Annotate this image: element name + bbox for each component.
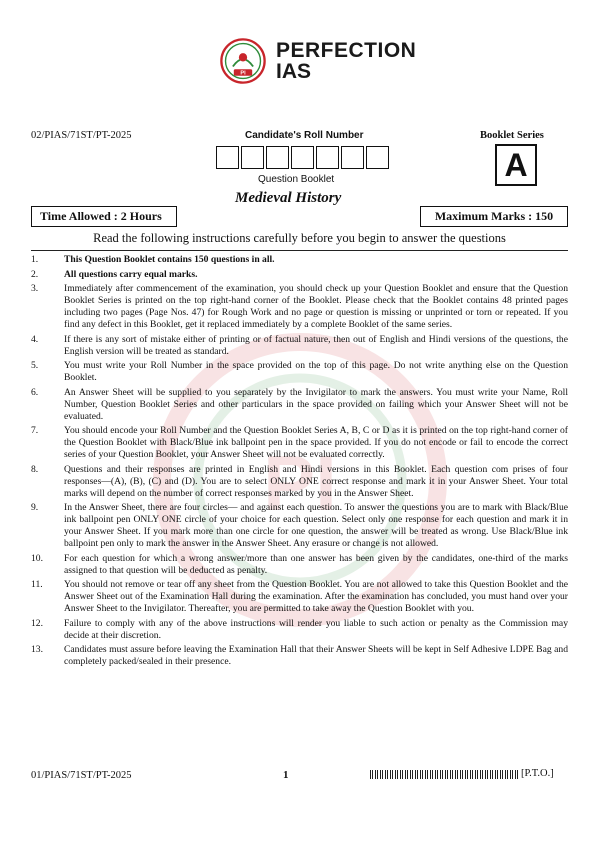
roll-number-box[interactable] <box>366 146 389 169</box>
instructions-list <box>31 254 568 671</box>
instruction-number: 13. <box>31 644 43 655</box>
instruction-number: 6. <box>31 386 39 398</box>
barcode <box>370 770 518 779</box>
brand-name: PERFECTION <box>276 39 417 62</box>
instruction-text: You should not remove or tear off any sheet from the Question Booklet. You are not allowed to take this Question Booklet and the Answer Sheet out of the Examination Hall during the examination. After the examination has concluded, you must hand over your Answer Sheet to the Invigilator. Thereafter, you are permitted to take away the Question Booklet with you. <box>64 579 568 614</box>
instruction-item <box>31 334 568 358</box>
instruction-item <box>31 502 568 550</box>
instruction-number: 1. <box>31 254 39 265</box>
instruction-item <box>31 579 568 615</box>
instruction-number: 11. <box>31 579 43 590</box>
instruction-item <box>31 464 568 500</box>
time-allowed: Time Allowed : 2 Hours <box>31 206 177 227</box>
instruction-number: 12. <box>31 617 43 629</box>
subject-title: Medieval History <box>235 190 342 206</box>
instruction-number: 10. <box>31 552 43 564</box>
roll-number-title: Candidate's Roll Number <box>245 130 364 141</box>
instruction-number: 3. <box>31 283 39 294</box>
instruction-number: 9. <box>31 502 39 513</box>
instruction-number: 7. <box>31 425 39 436</box>
instruction-number: 8. <box>31 463 39 475</box>
instruction-item <box>31 360 568 384</box>
instruction-item <box>31 618 568 642</box>
instruction-item <box>31 387 568 423</box>
instruction-text: Immediately after commencement of the examination, you should check up your Question Booklet and ensure that the Question Booklet Series is printed on the top right-hand corner of the Booklet. Please check that the Booklet contains 48 printed pages including two pages (Page Nos. 47) for Rough Work and no page or question is missing or unprinted or torn or repeated. If you find any defect in this Booklet, get it replaced immediately by a complete Booklet of the same series. <box>64 283 568 330</box>
instruction-item <box>31 553 568 577</box>
booklet-series-value: A <box>495 144 537 186</box>
instruction-item <box>31 425 568 461</box>
roll-number-boxes <box>216 146 391 169</box>
paper-code-top: 02/PIAS/71ST/PT-2025 <box>31 130 132 141</box>
instruction-text: All questions carry equal marks. <box>64 268 198 280</box>
brand-subname: IAS <box>276 60 312 83</box>
roll-number-box[interactable] <box>316 146 339 169</box>
roll-number-box[interactable] <box>341 146 364 169</box>
instruction-text: Failure to comply with any of the above instructions will render you liable to such action or penalty as the Commission may decide at their discretion. <box>64 617 568 641</box>
read-instructions-heading: Read the following instructions carefully before you begin to answer the questions <box>93 231 506 245</box>
instruction-number: 2. <box>31 268 39 280</box>
page-number: 1 <box>283 769 289 781</box>
roll-number-box[interactable] <box>241 146 264 169</box>
divider <box>31 250 568 251</box>
booklet-series-title: Booklet Series <box>480 130 544 141</box>
instruction-text: This Question Booklet contains 150 questions in all. <box>64 254 275 265</box>
question-booklet-label: Question Booklet <box>258 174 335 185</box>
instruction-text: You must write your Roll Number in the space provided on the top of this page. Do not write anything else on the Question Booklet. <box>64 360 568 383</box>
instruction-number: 5. <box>31 360 39 371</box>
roll-number-box[interactable] <box>266 146 289 169</box>
instruction-text: For each question for which a wrong answer/more than one answer has been given by the candidates, one-third of the marks assigned to that question will be deducted as penalty. <box>64 552 568 576</box>
roll-number-box[interactable] <box>216 146 239 169</box>
brand-header <box>220 38 416 84</box>
instruction-item <box>31 644 568 668</box>
pto-label: [P.T.O.] <box>521 768 554 779</box>
instruction-item <box>31 283 568 331</box>
instruction-text: You should encode your Roll Number and the Question Booklet Series A, B, C or D as it is printed on the top right-hand corner of the Question Booklet with Black/Blue ink ballpoint pen in the space provided. If you do not encode or fail to encode the correct series of your Question Booklet, your Answer Sheet will not be evaluated correctly. <box>64 425 568 460</box>
maximum-marks: Maximum Marks : 150 <box>420 206 568 227</box>
instruction-number: 4. <box>31 333 39 345</box>
paper-code-bottom: 01/PIAS/71ST/PT-2025 <box>31 770 132 781</box>
watermark-initials: PI <box>263 439 337 527</box>
instruction-item <box>31 269 568 281</box>
instruction-text: Questions and their responses are printed in English and Hindi versions in this Booklet. Each question com prises of four responses—(A), (B), (C) and (D). You are to select ONLY ONE correct response and mark it in your Answer Sheet. Your total marks will depend on the number of correct responses marked by you in the Answer Sheet. <box>64 463 568 499</box>
instruction-text: Candidates must assure before leaving the Examination Hall that their Answer Sheets will be kept in Self Adhesive LDPE Bag and completely packed/sealed in their presence. <box>64 644 568 667</box>
logo-initials: PI <box>240 70 246 77</box>
instruction-text: In the Answer Sheet, there are four circles— and against each question. To answer the questions you are to mark with Black/Blue ink ballpoint pen ONLY ONE circle of your choice for each question. Select only one response for each question and mark it in your Answer Sheet. If you mark more than one circle for one question, the answer will be treated as wrong. Use Black/Blue ink ballpoint pen only to mark the answer in the Answer Sheet. Any erasure or change is not allowed. <box>64 502 568 549</box>
perfection-logo-icon <box>220 38 266 84</box>
instruction-text: An Answer Sheet will be supplied to you separately by the Invigilator to mark the answers. You must write your Name, Roll Number, Question Booklet Series and other particulars in the space provided on failing which your Answer Sheet will not be evaluated. <box>64 386 568 422</box>
instruction-text: If there is any sort of mistake either of printing or of factual nature, then out of English and Hindi versions of the questions, the English version will be treated as standard. <box>64 333 568 357</box>
roll-number-box[interactable] <box>291 146 314 169</box>
instruction-item <box>31 254 568 266</box>
